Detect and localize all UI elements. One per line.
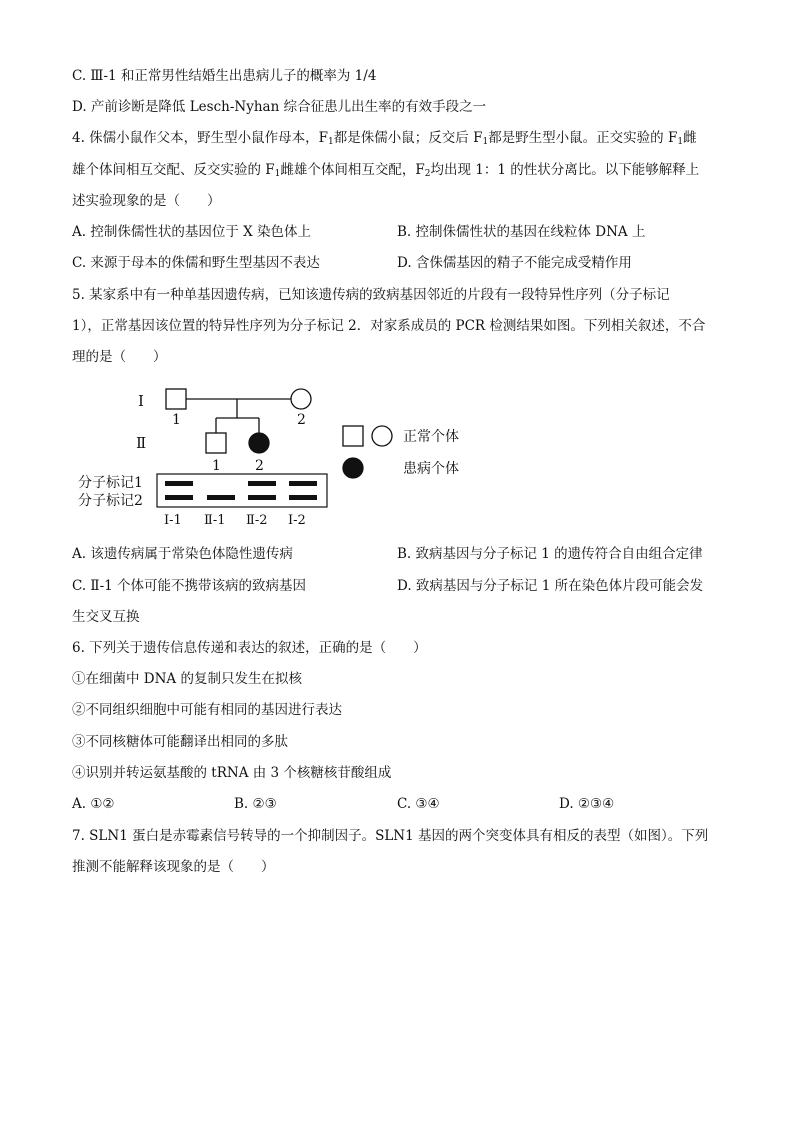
q5-option-c: C. Ⅱ-1 个体可能不携带该病的致病基因 <box>72 578 307 594</box>
marker1-band <box>248 481 276 486</box>
individual-number: 2 <box>255 458 264 474</box>
marker2-band <box>165 495 193 500</box>
q4-stem-text: 雌雄个体间相互交配，F <box>280 162 425 178</box>
marker1-band <box>165 481 193 486</box>
legend-normal-label: 正常个体 <box>403 429 459 445</box>
q4-stem-text: 都是侏儒小鼠；反交后 F <box>333 130 483 146</box>
q6-option-a: A. ①② <box>72 796 115 812</box>
q5-option-a: A. 该遗传病属于常染色体隐性遗传病 <box>72 546 293 562</box>
q4-option-d: D. 含侏儒基因的精子不能完成受精作用 <box>397 255 632 271</box>
marker2-label: 分子标记2 <box>78 493 143 509</box>
q7-stem-line1: 7. SLN1 蛋白是赤霉素信号转导的一个抑制因子。SLN1 基因的两个突变体具有相反的表型（如图）。下列 <box>72 828 709 844</box>
generation-label-2: Ⅱ <box>136 434 147 452</box>
lane-label: Ⅰ-1 <box>164 513 182 528</box>
lane-label: Ⅱ-1 <box>204 513 226 528</box>
q6-option-b: B. ②③ <box>234 796 277 812</box>
q6-option-d: D. ②③④ <box>559 796 615 812</box>
generation-label-1: Ⅰ <box>138 392 144 410</box>
q4-stem-line3: 述实验现象的是（ ） <box>72 193 221 209</box>
q6-statement: ②不同组织细胞中可能有相同的基因进行表达 <box>72 702 342 718</box>
female-affected-symbol <box>249 433 269 453</box>
q3-option-c: C. Ⅲ-1 和正常男性结婚生出患病儿子的概率为 1/4 <box>72 68 377 84</box>
q5-stem-line3: 理的是（ ） <box>72 349 167 365</box>
legend-female-normal-icon <box>372 426 392 446</box>
individual-number: 1 <box>212 458 221 474</box>
q4-stem-text: 均出现 1：1 的性状分离比。以下能够解释上 <box>430 162 700 178</box>
q4-stem-text: 都是野生型小鼠。正交实验的 F <box>488 130 678 146</box>
lane-label: Ⅱ-2 <box>246 513 268 528</box>
legend-male-normal-icon <box>343 426 363 446</box>
pedigree-figure <box>70 380 490 530</box>
q5-stem-line2: 1），正常基因该位置的特异性序列为分子标记 2．对家系成员的 PCR 检测结果如图。下列相关叙述，不合 <box>72 318 706 334</box>
q4-stem-text: 雄个体间相互交配、反交实验的 F <box>72 162 275 178</box>
q4-option-c: C. 来源于母本的侏儒和野生型基因不表达 <box>72 255 320 271</box>
q4-stem-line1 <box>72 128 697 152</box>
marker2-band <box>207 495 235 500</box>
q6-statement: ③不同核糖体可能翻译出相同的多肽 <box>72 734 288 750</box>
q5-option-d: D. 致病基因与分子标记 1 所在染色体片段可能会发 <box>397 578 704 594</box>
individual-number: 1 <box>172 412 181 428</box>
q4-stem-line2 <box>72 160 699 184</box>
q7-stem-line2: 推测不能解释该现象的是（ ） <box>72 859 275 875</box>
q5-option-d-continued: 生交叉互换 <box>72 609 140 625</box>
q4-stem-text: 4. 侏儒小鼠作父本，野生型小鼠作母本，F <box>72 130 329 146</box>
subscript: 1 <box>274 169 281 179</box>
marker2-band <box>248 495 276 500</box>
q4-option-a: A. 控制侏儒性状的基因位于 X 染色体上 <box>72 224 312 240</box>
male-normal-symbol <box>206 433 226 453</box>
q5-option-b: B. 致病基因与分子标记 1 的遗传符合自由组合定律 <box>397 546 703 562</box>
subscript: 1 <box>677 137 684 147</box>
subscript: 1 <box>482 137 489 147</box>
marker2-band <box>289 495 317 500</box>
q5-stem-line1: 5. 某家系中有一种单基因遗传病，已知该遗传病的致病基因邻近的片段有一段特异性序列（分子标记 <box>72 287 670 303</box>
q6-statement: ④识别并转运氨基酸的 tRNA 由 3 个核糖核苷酸组成 <box>72 765 392 781</box>
q6-option-c: C. ③④ <box>397 796 440 812</box>
lane-label: Ⅰ-2 <box>288 513 306 528</box>
q3-option-d: D. 产前诊断是降低 Lesch-Nyhan 综合征患儿出生率的有效手段之一 <box>72 99 487 115</box>
gel-frame <box>157 474 327 507</box>
q4-stem-text: 雌 <box>683 130 697 146</box>
marker1-band <box>289 481 317 486</box>
q4-option-b: B. 控制侏儒性状的基因在线粒体 DNA 上 <box>397 224 646 240</box>
subscript: 1 <box>328 137 334 147</box>
individual-number: 2 <box>297 412 306 428</box>
q6-statement: ①在细菌中 DNA 的复制只发生在拟核 <box>72 671 302 687</box>
subscript: 2 <box>424 169 431 179</box>
legend-affected-label: 患病个体 <box>403 461 459 477</box>
marker1-label: 分子标记1 <box>78 475 143 491</box>
legend-affected-icon <box>343 458 363 478</box>
female-normal-symbol <box>291 389 311 409</box>
q6-stem: 6. 下列关于遗传信息传递和表达的叙述，正确的是（ ） <box>72 640 427 656</box>
male-normal-symbol <box>166 389 186 409</box>
